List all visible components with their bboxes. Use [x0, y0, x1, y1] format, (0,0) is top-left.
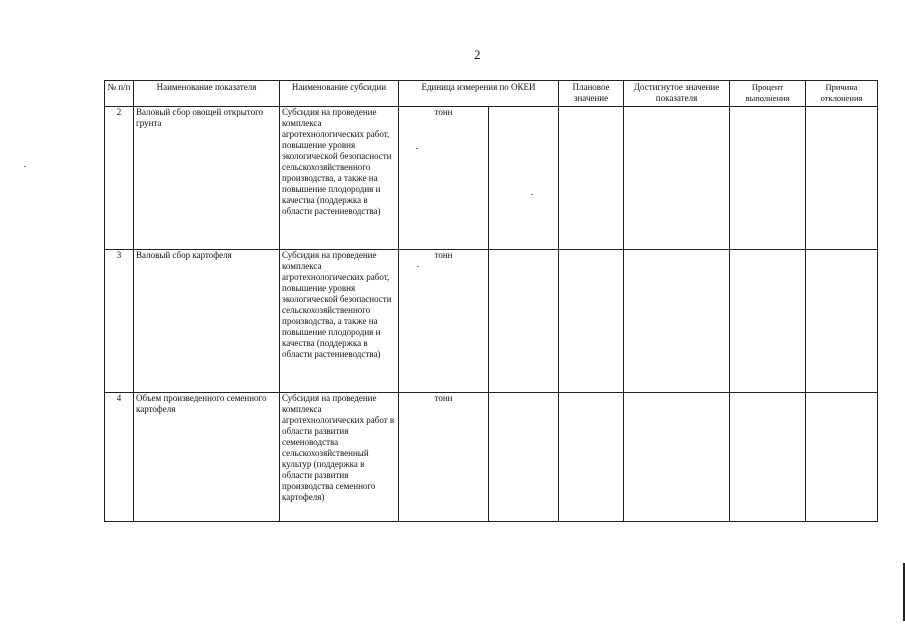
header-unit: Единица измерения по ОКЕИ [399, 81, 559, 107]
scan-speck [24, 166, 26, 167]
cell-unit: тонн [399, 107, 489, 250]
cell-reason [806, 250, 878, 393]
cell-unit-code [489, 393, 559, 522]
cell-percent [730, 393, 806, 522]
cell-achieved [624, 250, 730, 393]
cell-indicator: Валовый сбор овощей открытого грунта [134, 107, 280, 250]
cell-number: 2 [105, 107, 134, 250]
header-percent: Процент выполнения [730, 81, 806, 107]
scan-speck [416, 148, 418, 149]
header-subsidy: Наименование субсидии [280, 81, 399, 107]
scan-speck [531, 194, 533, 195]
cell-reason [806, 393, 878, 522]
cell-subsidy: Субсидия на проведение комплекса агротехнологических работ, повышение уровня экологической безопасности сельскохозяйственного производства, а также на повышение плодородия и качества (поддержка в области растениеводства) [280, 250, 399, 393]
cell-achieved [624, 393, 730, 522]
table-row [105, 393, 878, 522]
cell-reason [806, 107, 878, 250]
cell-percent [730, 107, 806, 250]
header-reason: Причина отклонения [806, 81, 878, 107]
cell-unit: тонн [399, 250, 489, 393]
page-number: 2 [474, 47, 481, 62]
cell-plan [559, 107, 624, 250]
cell-unit: тонн [399, 393, 489, 522]
cell-plan [559, 250, 624, 393]
table-row [105, 107, 878, 250]
cell-plan [559, 393, 624, 522]
report-table [104, 80, 878, 522]
table-row [105, 250, 878, 393]
cell-unit-code [489, 250, 559, 393]
cell-subsidy: Субсидия на проведение комплекса агротехнологических работ, повышение уровня экологической безопасности сельскохозяйственного производства, а также на повышение плодородия и качества (поддержка в области растениеводства) [280, 107, 399, 250]
cell-percent [730, 250, 806, 393]
cell-indicator: Валовый сбор картофеля [134, 250, 280, 393]
header-achieved: Достигнутое значение показателя [624, 81, 730, 107]
cell-number: 4 [105, 393, 134, 522]
header-row [105, 81, 878, 107]
cell-achieved [624, 107, 730, 250]
header-plan: Плановое значение [559, 81, 624, 107]
cell-indicator: Объем произведенного семенного картофеля [134, 393, 280, 522]
header-indicator: Наименование показателя [134, 81, 280, 107]
cell-unit-code [489, 107, 559, 250]
scan-speck [417, 266, 419, 267]
cell-number: 3 [105, 250, 134, 393]
header-number: № п/п [105, 81, 134, 107]
cell-subsidy: Субсидия на проведение комплекса агротехнологических работ в области развития семеноводства сельскохозяйственный культур (поддержка в области развития производства семенного картофеля) [280, 393, 399, 522]
